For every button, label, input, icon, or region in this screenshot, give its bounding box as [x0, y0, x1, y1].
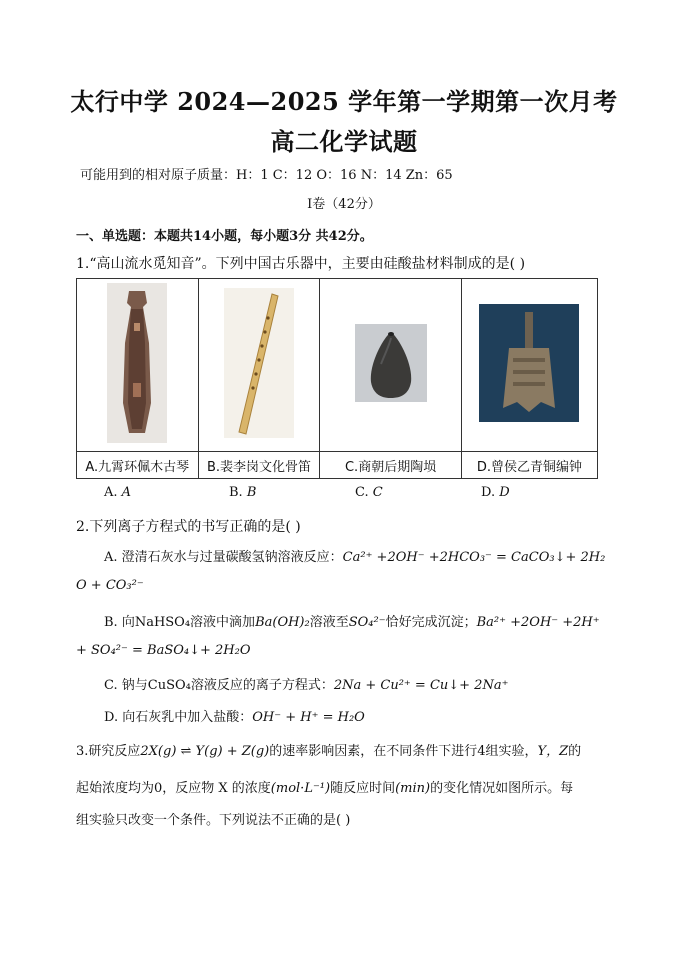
q3-text-2e: 的变化情况如图所示。每: [430, 781, 574, 796]
choice-b-letter: B.: [229, 485, 243, 500]
q2-option-d[interactable]: [104, 706, 365, 725]
q3-text-2a: 起始浓度均为0，反应物 X 的浓度: [76, 781, 271, 796]
q3-text-a: 3.研究反应: [76, 744, 141, 759]
choice-d-letter: D.: [481, 485, 496, 500]
choice-a-letter: A.: [104, 485, 118, 500]
q2-a-text: A. 澄清石灰水与过量碳酸氢钠溶液反应：: [104, 550, 343, 565]
q3-unit-conc: (mol·L⁻¹): [270, 781, 331, 796]
caption-d: D.曾侯乙青铜编钟: [461, 452, 597, 479]
q2-d-equation: OH⁻ + H⁺ = H₂O: [252, 710, 365, 725]
q3-reaction-equation: 2X(g) ⇌ Y(g) + Z(g): [140, 744, 270, 759]
q2-a-equation-cont: O + CO₃²⁻: [76, 578, 144, 593]
q2-b-ion: SO₄²⁻: [348, 615, 386, 630]
q2-option-b-cont: [76, 643, 251, 658]
q3-unit-time: (min): [395, 781, 431, 796]
q1-choice-d[interactable]: [481, 485, 510, 500]
q2-b-reagent: Ba(OH)₂: [255, 615, 310, 630]
bronze-bell-cell: [461, 279, 597, 452]
q2-b-text: B. 向NaHSO₄溶液中滴加: [104, 615, 256, 630]
q2-option-a[interactable]: [104, 546, 605, 565]
caption-b: B.裴李岗文化骨笛: [198, 452, 320, 479]
atomic-masses: 可能用到的相对原子质量：H：1 C：12 O：16 N：14 Zn：65: [80, 168, 453, 183]
choice-a-value: A: [121, 485, 132, 500]
choice-c-value: C: [372, 485, 383, 500]
choice-d-value: D: [499, 485, 510, 500]
q2-stem: 2.下列离子方程式的书写正确的是( ): [76, 519, 301, 535]
q2-c-equation: 2Na + Cu²⁺ = Cu↓+ 2Na⁺: [333, 678, 509, 693]
bone-flute-cell: [198, 279, 320, 452]
q1-instrument-table: [76, 278, 598, 479]
q3-text-b: 的速率影响因素，在不同条件下进行4组实验，: [269, 744, 538, 759]
q2-option-a-cont: [76, 578, 144, 593]
choice-b-value: B: [246, 485, 257, 500]
bronze-bell-image: [479, 304, 579, 422]
q1-choice-c[interactable]: [355, 485, 383, 500]
q3-line-3: 组实验只改变一个条件。下列说法不正确的是( ): [76, 813, 351, 828]
caption-c: C.商朝后期陶埙: [320, 452, 461, 479]
q2-option-b[interactable]: [104, 611, 600, 630]
q3-line-1: [76, 740, 581, 759]
q2-option-c[interactable]: [104, 674, 508, 693]
q1-choice-b[interactable]: [229, 485, 256, 500]
q3-species: Y，Z: [537, 744, 569, 759]
choice-c-letter: C.: [355, 485, 369, 500]
q2-a-equation: Ca²⁺ +2OH⁻ +2HCO₃⁻ = CaCO₃↓+ 2H₂: [342, 550, 606, 565]
q3-text-d: 的: [568, 744, 582, 759]
q3-text-2c: 随反应时间: [330, 781, 396, 796]
bone-flute-image: [224, 288, 294, 438]
q1-stem: 1.“高山流水觅知音”。下列中国古乐器中，主要由硅酸盐材料制成的是( ): [76, 256, 526, 272]
section-heading: 一、单选题：本题共14小题，每小题3分 共42分。: [76, 229, 373, 244]
pottery-xun-cell: [320, 279, 461, 452]
q2-b-equation: Ba²⁺ +2OH⁻ +2H⁺: [476, 615, 600, 630]
pottery-xun-image: [355, 324, 427, 402]
q2-b-equation-cont: + SO₄²⁻ = BaSO₄↓+ 2H₂O: [76, 643, 251, 658]
volume-label: Ⅰ卷（42分）: [307, 197, 381, 212]
q2-d-text: D. 向石灰乳中加入盐酸：: [104, 710, 253, 725]
caption-a: A.九霄环佩木古琴: [77, 452, 199, 479]
q2-b-text2: 溶液至: [309, 615, 349, 630]
guqin-image: [107, 283, 167, 443]
exam-title: 太行中学 2024—2025 学年第一学期第一次月考: [70, 87, 618, 116]
q2-b-text3: 恰好完成沉淀；: [385, 615, 477, 630]
q1-choice-a[interactable]: [104, 485, 131, 500]
exam-subtitle: 高二化学试题: [270, 127, 418, 156]
guqin-cell: [77, 279, 199, 452]
q3-line-2: [76, 777, 573, 796]
q2-c-text: C. 钠与CuSO₄溶液反应的离子方程式：: [104, 678, 334, 693]
